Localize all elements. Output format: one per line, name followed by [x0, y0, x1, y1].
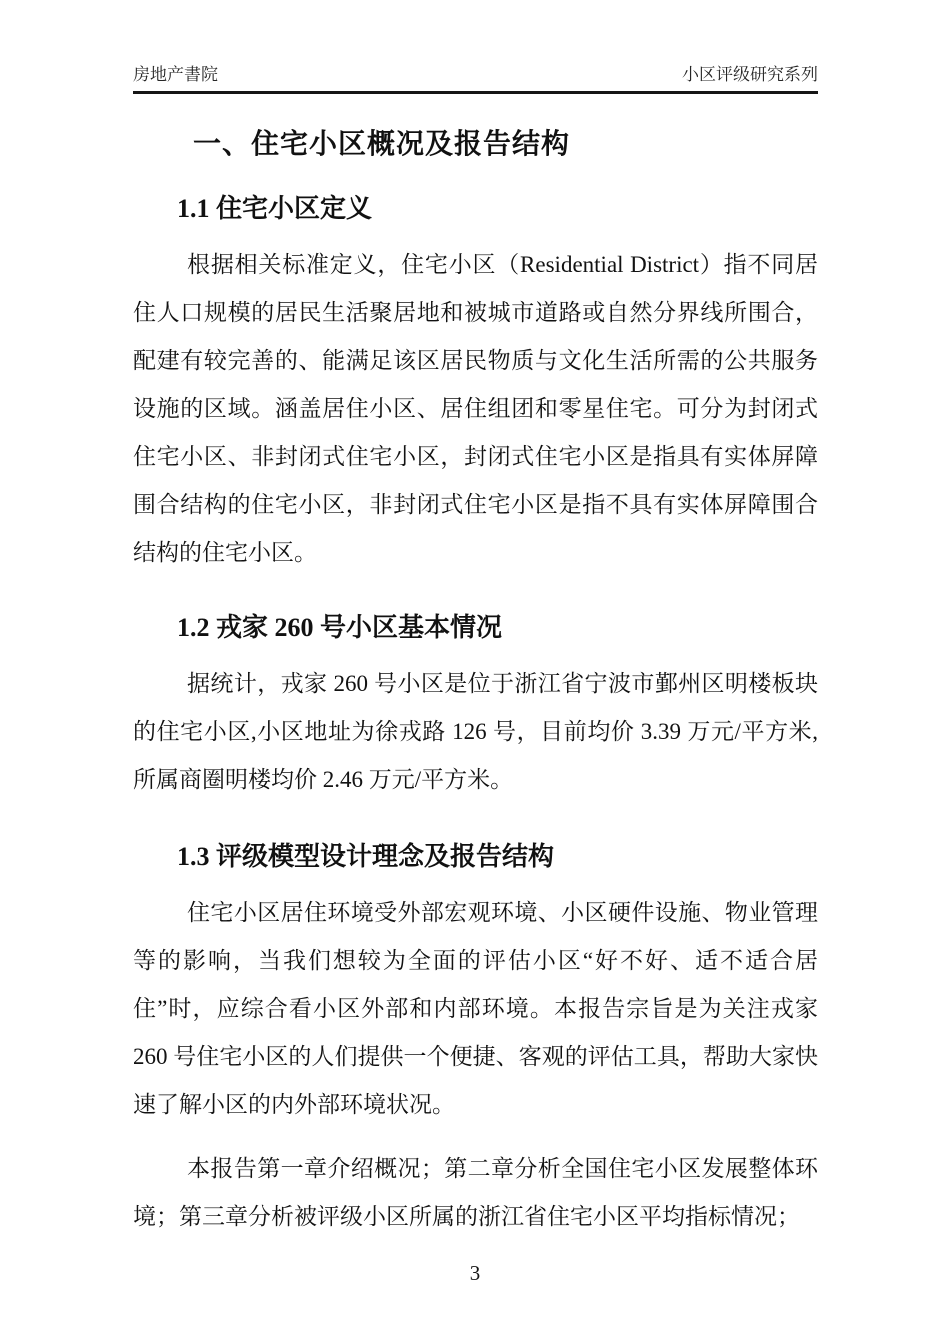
paragraph-definition: 根据相关标准定义，住宅小区（Residential District）指不同居住人口规模的居民生活聚居地和被城市道路或自然分界线所围合，配建有较完善的、能满足该区居民物质与文化生活所需的公共服务设施的区域。涵盖居住小区、居住组团和零星住宅。可分为封闭式住宅小区、非封闭式住宅小区，封闭式住宅小区是指具有实体屏障围合结构的住宅小区，非封闭式住宅小区是指不具有实体屏障围合结构的住宅小区。 — [133, 252, 818, 565]
header-series: 小区评级研究系列 — [682, 65, 818, 84]
header-brand: 房地产書院 — [133, 65, 218, 84]
page-header — [133, 60, 818, 94]
section-heading-1-1: 1.1 住宅小区定义 — [177, 194, 373, 223]
page-footer — [0, 1261, 950, 1286]
document-content — [133, 92, 818, 1241]
paragraph-model-concept: 住宅小区居住环境受外部宏观环境、小区硬件设施、物业管理等的影响，当我们想较为全面的评估小区“好不好、适不适合居住”时，应综合看小区外部和内部环境。本报告宗旨是为关注戎家 260 号住宅小区的人们提供一个便捷、客观的评估工具，帮助大家快速了解小区的内外部环境状况。 — [133, 900, 818, 1117]
section-heading-1-2: 1.2 戎家 260 号小区基本情况 — [177, 613, 503, 642]
page-number: 3 — [469, 1261, 481, 1285]
chapter-title: 一、住宅小区概况及报告结构 — [193, 129, 571, 160]
section-heading-1-3: 1.3 评级模型设计理念及报告结构 — [177, 842, 555, 871]
paragraph-basic-info: 据统计，戎家 260 号小区是位于浙江省宁波市鄞州区明楼板块的住宅小区,小区地址为徐戎路 126 号，目前均价 3.39 万元/平方米,所属商圈明楼均价 2.46 万元/平方米。 — [133, 671, 818, 792]
paragraph-report-structure: 本报告第一章介绍概况；第二章分析全国住宅小区发展整体环境；第三章分析被评级小区所属的浙江省住宅小区平均指标情况； — [133, 1156, 818, 1229]
